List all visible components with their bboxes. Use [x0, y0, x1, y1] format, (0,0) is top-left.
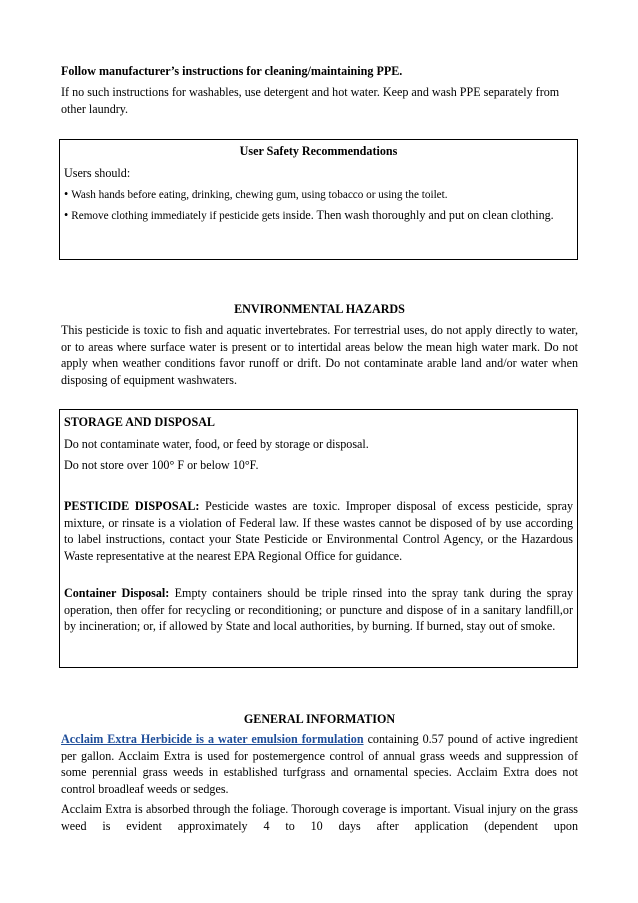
storage-line: Do not store over 100° F or below 10°F. — [64, 458, 259, 472]
container-disposal-paragraph — [64, 585, 573, 635]
storage-title: STORAGE AND DISPOSAL — [64, 415, 215, 429]
user-safety-item — [64, 207, 569, 225]
general-title: GENERAL INFORMATION — [243, 712, 396, 726]
ppe-text: If no such instructions for washables, use detergent and hot water. Keep and wash PPE separately from other laundry. — [61, 85, 560, 116]
user-safety-box — [59, 139, 578, 260]
ppe-heading: Follow manufacturer’s instructions for cleaning/maintaining PPE. — [61, 64, 403, 78]
storage-box — [59, 409, 578, 668]
user-safety-item-text-small: Remove clothing immediately if pesticide gets in — [71, 210, 292, 222]
user-safety-item-text: side. Then wash thoroughly and put on clean clothing. — [291, 208, 554, 222]
user-safety-item — [64, 186, 569, 204]
pesticide-disposal-label: PESTICIDE DISPOSAL: — [64, 499, 200, 513]
pesticide-disposal-paragraph — [64, 498, 573, 564]
storage-line: Do not contaminate water, food, or feed by storage or disposal. — [64, 437, 369, 451]
bullet-icon: • — [64, 187, 69, 201]
environmental-title: ENVIRONMENTAL HAZARDS — [234, 302, 405, 316]
bullet-icon: • — [64, 208, 69, 222]
general-paragraph-text: containing 0.57 pound of active ingredient per gallon. Acclaim Extra is used for postemergence control of annual grass weeds and suppression of some perennial grass weeds in established turfgrass and ornamental species. Acclaim Extra does not control broadleaf weeds or sedges. — [61, 732, 578, 796]
general-paragraph — [61, 731, 578, 797]
container-disposal-text: Empty containers should be triple rinsed into the spray tank during the spray operation, then offer for recycling or reconditioning; or puncture and dispose of in a sanitary landfill,or by incineration; or, if allowed by State and local authorities, by burning. If burned, stay out of smoke. — [64, 586, 573, 634]
general-paragraph-2: Acclaim Extra is absorbed through the foliage. Thorough coverage is important. Visual injury on the grass weed is evident approximately 4 to 10 days after application (dependent upon — [61, 802, 578, 833]
user-safety-intro: Users should: — [64, 166, 131, 180]
user-safety-item-text: Wash hands before eating, drinking, chewing gum, using tobacco or using the toilet. — [71, 189, 448, 201]
container-disposal-label: Container Disposal: — [64, 586, 170, 600]
user-safety-title: User Safety Recommendations — [239, 144, 398, 158]
pesticide-disposal-text: Pesticide wastes are toxic. Improper disposal of excess pesticide, spray mixture, or rinsate is a violation of Federal law. If these wastes cannot be disposed of by use according to label instructions, contact your State Pesticide or Environmental Control Agency, or the Hazardous Waste representative at the nearest EPA Regional Office for guidance. — [64, 499, 574, 563]
formulation-link[interactable]: Acclaim Extra Herbicide is a water emulsion formulation — [61, 732, 364, 746]
environmental-text: This pesticide is toxic to fish and aquatic invertebrates. For terrestrial uses, do not apply directly to water, or to areas where surface water is present or to intertidal areas below the mean high water mark. Do not apply when weather conditions favor runoff or drift. Do not contaminate arable land and/or water when disposing of equipment washwaters. — [61, 323, 578, 387]
